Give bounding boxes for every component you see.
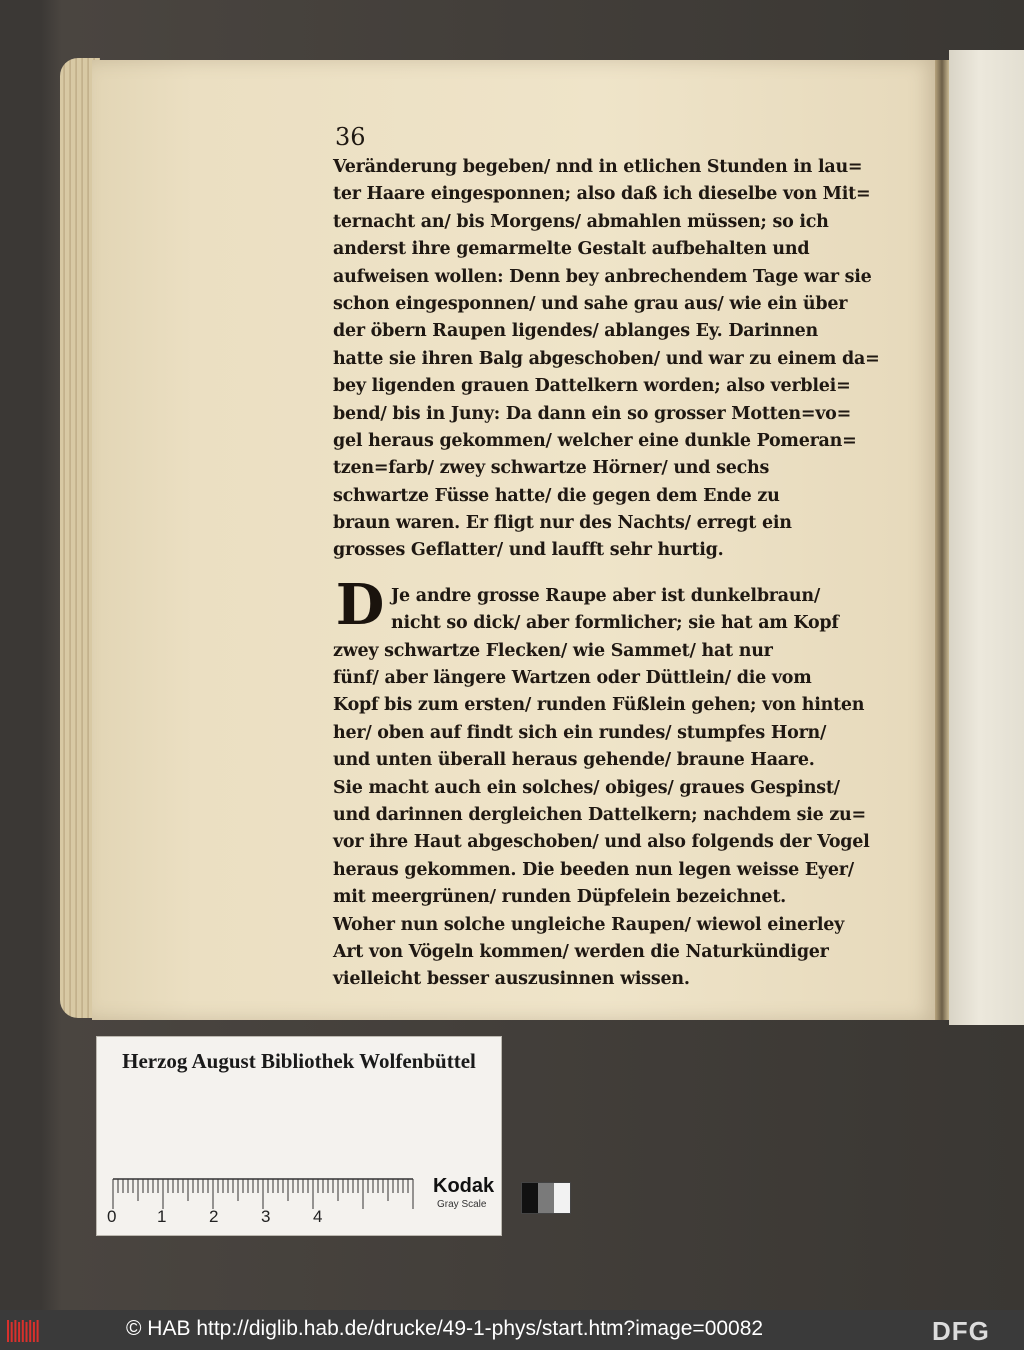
scale-label: 0 (107, 1207, 117, 1226)
kodak-brand: Kodak (433, 1175, 495, 1197)
drop-cap-initial: D (335, 571, 385, 638)
dfg-logo: DFG (932, 1316, 990, 1346)
gray-scale-patches (521, 1182, 571, 1214)
book-gutter (935, 60, 949, 1020)
text-line: her/ oben auf findt sich ein rundes/ stumpfes Horn/ (333, 722, 827, 743)
text-line: Woher nun solche ungleiche Raupen/ wiewol einerley (333, 914, 845, 935)
text-line: schwartze Füsse hatte/ die gegen dem Ende zu (333, 485, 780, 506)
text-line: heraus gekommen. Die beeden nun legen weisse Eyer/ (333, 859, 854, 880)
footer-bar (0, 1310, 1024, 1350)
scale-label: 2 (209, 1207, 219, 1226)
gray-patch (554, 1183, 570, 1213)
gray-patch (522, 1183, 538, 1213)
paragraph-1 (333, 154, 880, 565)
text-line: ternacht an/ bis Morgens/ abmahlen müssen; so ich (333, 211, 829, 232)
text-line: aufweisen wollen: Denn bey anbrechendem Tage war sie (333, 266, 872, 287)
page-text-block (333, 122, 880, 994)
gray-patch (538, 1183, 554, 1213)
text-line: fünf/ aber längere Wartzen oder Düttlein/ die vom (333, 668, 812, 689)
scale-label: 1 (157, 1207, 167, 1226)
gray-scale-caption: Gray Scale (437, 1199, 487, 1210)
text-line: schon eingesponnen/ und sahe grau aus/ wie ein über (333, 293, 848, 314)
ruler-scale-labels (103, 1207, 423, 1229)
text-line: bey ligenden grauen Dattelkern worden; also verblei= (333, 376, 851, 397)
text-line: vor ihre Haut abgeschoben/ und also folgends der Vogel (333, 832, 870, 853)
text-line: Sie macht auch ein solches/ obiges/ graues Gespinst/ (333, 777, 840, 798)
text-line: gel heraus gekommen/ welcher eine dunkle Pomeran= (333, 430, 857, 451)
scale-label: 3 (261, 1207, 271, 1226)
text-line: tzen=farb/ zwey schwartze Hörner/ und sechs (333, 458, 770, 479)
text-line: ter Haare eingesponnen; also daß ich dieselbe von Mit= (333, 184, 871, 205)
text-line: anderst ihre gemarmelte Gestalt aufbehalten und (333, 239, 810, 260)
text-line: Je andre grosse Raupe aber ist dunkelbraun/ (391, 585, 820, 606)
text-line: der öbern Raupen ligendes/ ablanges Ey. Darinnen (333, 321, 819, 342)
text-line: Kopf bis zum ersten/ runden Füßlein gehen; von hinten (333, 695, 865, 716)
text-line: Veränderung begeben/ nnd in etlichen Stunden in lau= (333, 157, 863, 177)
paragraph-2 (333, 571, 873, 994)
text-line: Art von Vögeln kommen/ werden die Naturkündiger (333, 941, 829, 962)
barcode-logo-icon (6, 1318, 40, 1344)
text-line: und unten überall heraus gehende/ braune Haare. (333, 750, 815, 771)
text-line: braun waren. Er fligt nur des Nachts/ erregt ein (333, 513, 792, 534)
text-line: bend/ bis in Juny: Da dann ein so grosser Motten=vo= (333, 403, 852, 424)
text-line: zwey schwartze Flecken/ wie Sammet/ hat nur (333, 640, 773, 661)
text-line: vielleicht besser auszusinnen wissen. (333, 969, 690, 990)
text-line: grosses Geflatter/ und laufft sehr hurtig. (333, 540, 724, 561)
page-number: 36 (335, 123, 366, 151)
copyright-url[interactable]: © HAB http://diglib.hab.de/drucke/49-1-phys/start.htm?image=00082 (126, 1317, 764, 1340)
text-line: mit meergrünen/ runden Düpfelein bezeichnet. (333, 887, 786, 908)
text-line: hatte sie ihren Balg abgeschoben/ und war zu einem da= (333, 348, 880, 369)
scale-label: 4 (313, 1207, 323, 1226)
library-name: Herzog August Bibliothek Wolfenbüttel (122, 1049, 476, 1073)
library-label-card (96, 1036, 502, 1236)
text-line: nicht so dick/ aber formlicher; sie hat am Kopf (391, 613, 839, 634)
facing-page (949, 50, 1024, 1025)
text-line: und darinnen dergleichen Dattelkern; nachdem sie zu= (333, 804, 866, 825)
